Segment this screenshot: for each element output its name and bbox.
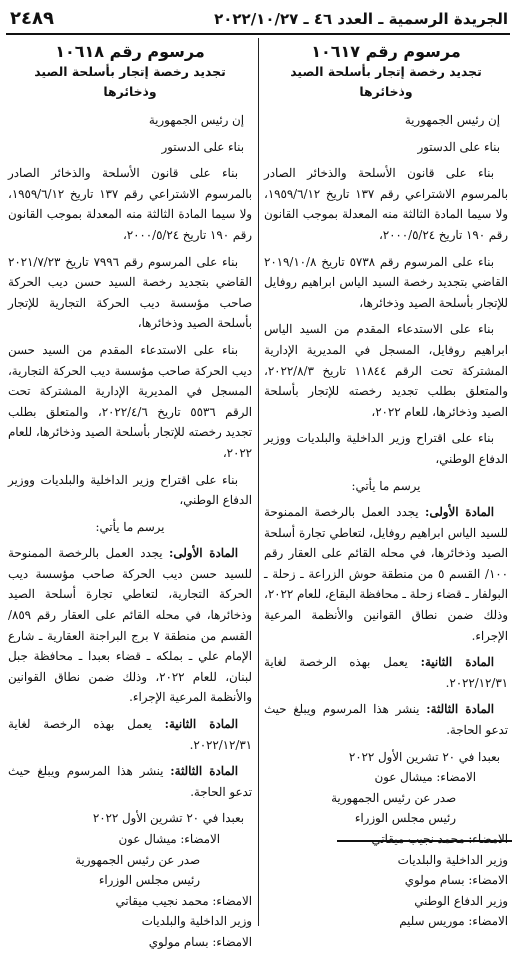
preamble-proposal: بناء على اقتراح وزير الداخلية والبلديات ووزير الدفاع الوطني، [264,431,508,466]
pm-title: رئيس مجلس الوزراء [98,873,200,888]
decree-end-rule [337,840,512,842]
article-1-text: يجدد العمل بالرخصة الممنوحة للسيد الياس ابراهيم روفايل، لتعاطي تجارة أسلحة الصيد وذخائرها، في محله القائم على العقار رقم ١٠٠/ القسم ٥ من منطقة حوش الزراعة ـ زحلة ـ البولفار ـ قضاء زحلة ـ محافظة البقاع، للعام ٢٠٢٢، وذلك ضمن نطاق القوانين والأنظمة المرعية الإجراء. [264,505,508,643]
preamble-constitution: بناء على الدستور [417,139,500,154]
interior-minister-signature: الامضاء: بسام مولوي [148,934,252,949]
article-2-text: يعمل بهذه الرخصة لغاية ٢٠٢٢/١٢/٣١. [264,655,508,690]
issued-by: صدر عن رئيس الجمهورية [75,852,200,867]
article-3-text: ينشر هذا المرسوم ويبلغ حيث تدعو الحاجة. [8,764,252,799]
president-signature: الامضاء: ميشال عون [118,832,220,846]
preamble-request: بناء على الاستدعاء المقدم من السيد الياس ابراهيم روفايل، المسجل في المديرية الإدارية المشتركة تحت الرقم ١١٨٤٤ تاريخ ٢٠٢٢/٨/٣، والمتعلق بطلب تجديد رخصته للإتجار بأسلحة الصيد وذخائرها، للعام ٢٠٢٢، [264,322,508,419]
president-signature: الامضاء: ميشال عون [374,770,476,785]
decree-subtitle: تجديد رخصة إتجار بأسلحة الصيد وذخائرها [34,64,226,99]
interior-minister-title: وزير الداخلية والبلديات [141,914,252,929]
preamble-proposal: بناء على اقتراح وزير الداخلية والبلديات ووزير الدفاع الوطني، [8,472,252,508]
preamble-previous-decree: بناء على المرسوم رقم ٧٩٩٦ تاريخ ٢٠٢١/٧/٢٣ القاضي بتجديد رخصة السيد حسن ديب الحركة صاحب مؤسسة ديب الحركة التجارية للإتجار بأسلحة الصيد وذخائرها، [8,254,252,331]
article-1-name: المادة الأولى: [425,505,495,520]
article-2-name: المادة الثانية: [164,717,238,732]
preamble-law: بناء على قانون الأسلحة والذخائر الصادر بالمرسوم الاشتراعي رقم ١٣٧ تاريخ ١٩٥٩/٦/١٢، ولا سيما المادة الثالثة منه المعدلة بموجب القانون رقم ١٩٠ تاريخ ٢٠٠٠/٥/٢٤، [8,166,252,242]
article-3-name: المادة الثالثة: [170,764,239,779]
header-divider [6,33,510,35]
pm-signature: الامضاء: محمد نجيب ميقاتي [115,893,252,908]
decree-10618-column [8,42,252,953]
article-1-name: المادة الأولى: [169,546,239,561]
article-3-name: المادة الثالثة: [426,702,495,717]
preamble-law: بناء على قانون الأسلحة والذخائر الصادر بالمرسوم الاشتراعي رقم ١٣٧ تاريخ ١٩٥٩/٦/١٢، ولا سيما المادة الثالثة منه المعدلة بموجب القانون رقم ١٩٠ تاريخ ٢٠٠٠/٥/٢٤، [264,166,508,242]
decree-subtitle: تجديد رخصة إتجار بأسلحة الصيد وذخائرها [290,64,482,99]
interior-minister-signature: الامضاء: بسام مولوي [404,873,508,888]
article-2 [264,652,508,693]
date-line: بعبدا في ٢٠ تشرين الأول ٢٠٢٢ [348,749,500,764]
article-3-text: ينشر هذا المرسوم ويبلغ حيث تدعو الحاجة. [264,702,508,738]
article-2-name: المادة الثانية: [420,655,494,670]
decree-title: مرسوم رقم ١٠٦١٧ [311,42,461,61]
column-divider [258,38,259,926]
pm-title: رئيس مجلس الوزراء [354,811,456,826]
page-number: ٢٤٨٩ [10,8,54,29]
preamble-constitution: بناء على الدستور [161,139,244,154]
date-line: بعبدا في ٢٠ تشرين الأول ٢٠٢٢ [92,811,244,826]
page-header [6,6,510,32]
decree-10617-column [264,42,508,932]
defense-minister-signature: الامضاء: موريس سليم [399,914,508,929]
preamble-request: بناء على الاستدعاء المقدم من السيد حسن ديب الحركة صاحب مؤسسة ديب الحركة التجارية، المسجل في المديرية الإدارية المشتركة تحت الرقم ٥٥٣٦ تاريخ ٢٠٢٢/٤/٦، والمتعلق بطلب تجديد رخصته للإتجار بأسلحة الصيد وذخائرها، للعام ٢٠٢٢، [8,342,252,460]
decree-title: مرسوم رقم ١٠٦١٨ [55,42,205,61]
preamble-president: إن رئيس الجمهورية [404,113,500,127]
article-1-text: يجدد العمل بالرخصة الممنوحة للسيد حسن ديب الحركة صاحب مؤسسة ديب الحركة التجارية، لتعاطي تجارة أسلحة الصيد وذخائرها، في محله القائم على العقار رقم ٨٥٩/ القسم من منطقة ٧ برج البراجنة العقارية ـ شارع الإمام علي ـ بملكه ـ قضاء بعبدا ـ محافظة جبل لبنان، للعام ٢٠٢٢، وذلك ضمن نطاق القوانين والأنظمة المرعية الإجراء. [8,546,252,705]
preamble-previous-decree: بناء على المرسوم رقم ٥٧٣٨ تاريخ ٢٠١٩/١٠/٨ القاضي بتجديد رخصة السيد الياس ابراهيم روفايل للإتجار بأسلحة الصيد وذخائرها، [264,254,508,310]
article-3 [264,699,508,740]
article-2-text: يعمل بهذه الرخصة لغاية ٢٠٢٢/١٢/٣١. [8,717,252,752]
article-1 [264,502,508,646]
interior-minister-title: وزير الداخلية والبلديات [397,852,508,867]
issued-by: صدر عن رئيس الجمهورية [331,790,456,805]
pm-signature: الامضاء: محمد نجيب ميقاتي [371,832,508,846]
decrees-line: يرسم ما يأتي: [95,519,165,534]
preamble-president: إن رئيس الجمهورية [148,113,244,127]
article-2 [8,714,252,755]
defense-minister-title: وزير الدفاع الوطني [414,893,508,908]
article-3 [8,761,252,802]
article-1 [8,543,252,708]
decrees-line: يرسم ما يأتي: [351,478,421,493]
gazette-issue-title: الجريدة الرسمية ـ العدد ٤٦ ـ ٢٠٢٢/١٠/٢٧ [214,10,508,28]
